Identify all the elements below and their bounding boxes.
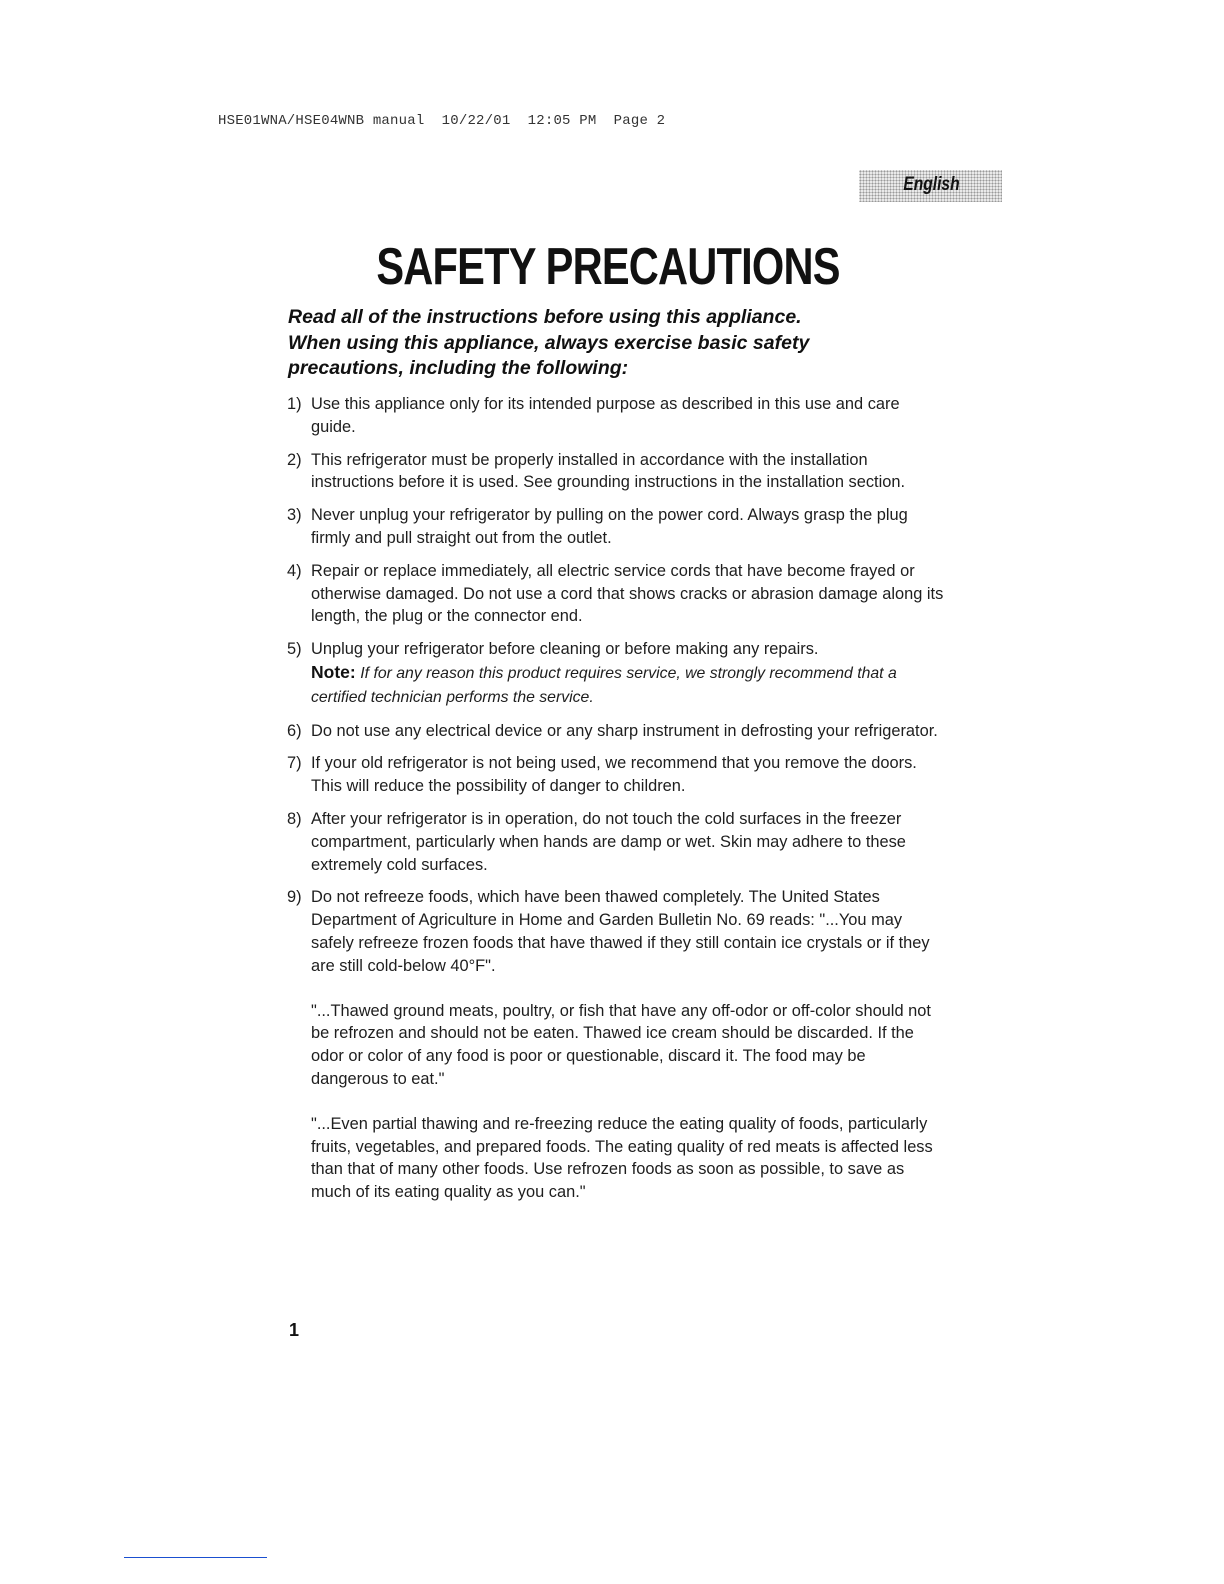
page-title: SAFETY PRECAUTIONS bbox=[376, 238, 840, 296]
list-item-number: 9) bbox=[287, 888, 302, 907]
intro-text bbox=[288, 305, 928, 382]
page-number: 1 bbox=[289, 1320, 300, 1340]
list-item-text: Repair or replace immediately, all electric service cords that have become frayed or otherwise damaged. Do not use a cord that shows cracks or abrasion damage along its length, the plug or the connector end. bbox=[311, 561, 944, 626]
list-item bbox=[287, 886, 947, 1204]
list-item-text: This refrigerator must be properly installed in accordance with the installation instructions before it is used. See grounding instructions in the installation section. bbox=[311, 450, 906, 492]
list-item bbox=[287, 449, 947, 495]
print-header: HSE01WNA/HSE04WNB manual 10/22/01 12:05 PM Page 2 bbox=[218, 113, 666, 129]
note-label: Note: bbox=[311, 661, 356, 682]
list-item-number: 3) bbox=[287, 506, 302, 525]
intro-line-1: Read all of the instructions before using this appliance. bbox=[288, 306, 802, 328]
note-text: If for any reason this product requires service, we strongly recommend that a certified technician performs the service. bbox=[311, 664, 897, 706]
list-item-text: Never unplug your refrigerator by pulling on the power cord. Always grasp the plug firmly and pull straight out from the outlet. bbox=[311, 506, 908, 547]
list-item-number: 4) bbox=[287, 561, 302, 580]
list-item-text: Do not use any electrical device or any sharp instrument in defrosting your refrigerator. bbox=[311, 721, 938, 740]
list-item bbox=[287, 393, 947, 439]
safety-list bbox=[287, 393, 947, 1214]
list-item bbox=[287, 808, 947, 876]
intro-line-2: When using this appliance, always exercise basic safety bbox=[288, 331, 810, 354]
footer-rule bbox=[124, 1557, 267, 1558]
list-item bbox=[287, 638, 947, 709]
list-item bbox=[287, 752, 947, 798]
language-tab-label: English bbox=[903, 174, 960, 195]
usda-quote-1: "...Thawed ground meats, poultry, or fish that have any off-odor or off-color should not be refrozen and should not be eaten. Thawed ice cream should be discarded. If the odor or color of any food is poor or questionable, discard it. The food may be dangerous to eat." bbox=[311, 1001, 931, 1088]
list-item-text: If your old refrigerator is not being used, we recommend that you remove the doors. This will reduce the possibility of danger to children. bbox=[311, 754, 917, 796]
intro-line-3: precautions, including the following: bbox=[288, 357, 629, 379]
language-tab bbox=[859, 170, 1002, 202]
list-item bbox=[287, 720, 947, 743]
list-item-text: Unplug your refrigerator before cleaning or before making any repairs. bbox=[311, 640, 819, 659]
list-item bbox=[287, 560, 947, 628]
list-item-number: 7) bbox=[287, 754, 302, 773]
list-item-text: Use this appliance only for its intended purpose as described in this use and care guide. bbox=[311, 395, 900, 436]
list-item-number: 5) bbox=[287, 640, 302, 659]
list-item-number: 8) bbox=[287, 809, 302, 828]
list-item-text: After your refrigerator is in operation, do not touch the cold surfaces in the freezer compartment, particularly when hands are damp or wet. Skin may adhere to these extremely cold surfaces. bbox=[311, 809, 906, 874]
list-item-number: 6) bbox=[287, 721, 302, 740]
list-item bbox=[287, 504, 947, 550]
list-item-number: 2) bbox=[287, 450, 302, 469]
usda-quote-2: "...Even partial thawing and re-freezing reduce the eating quality of foods, particularly fruits, vegetables, and prepared foods. The eating quality of red meats is affected less than that of many other foods. Use refrozen foods as soon as possible, to save as much of its eating quality as you can." bbox=[311, 1114, 933, 1202]
list-item-number: 1) bbox=[287, 395, 302, 413]
list-item-text: Do not refreeze foods, which have been thawed completely. The United States Department of Agriculture in Home and Garden Bulletin No. 69 reads: "...You may safely refreeze frozen foods that have thawed if they still contain ice crystals or if they are still cold-below 40°F". bbox=[311, 888, 930, 975]
